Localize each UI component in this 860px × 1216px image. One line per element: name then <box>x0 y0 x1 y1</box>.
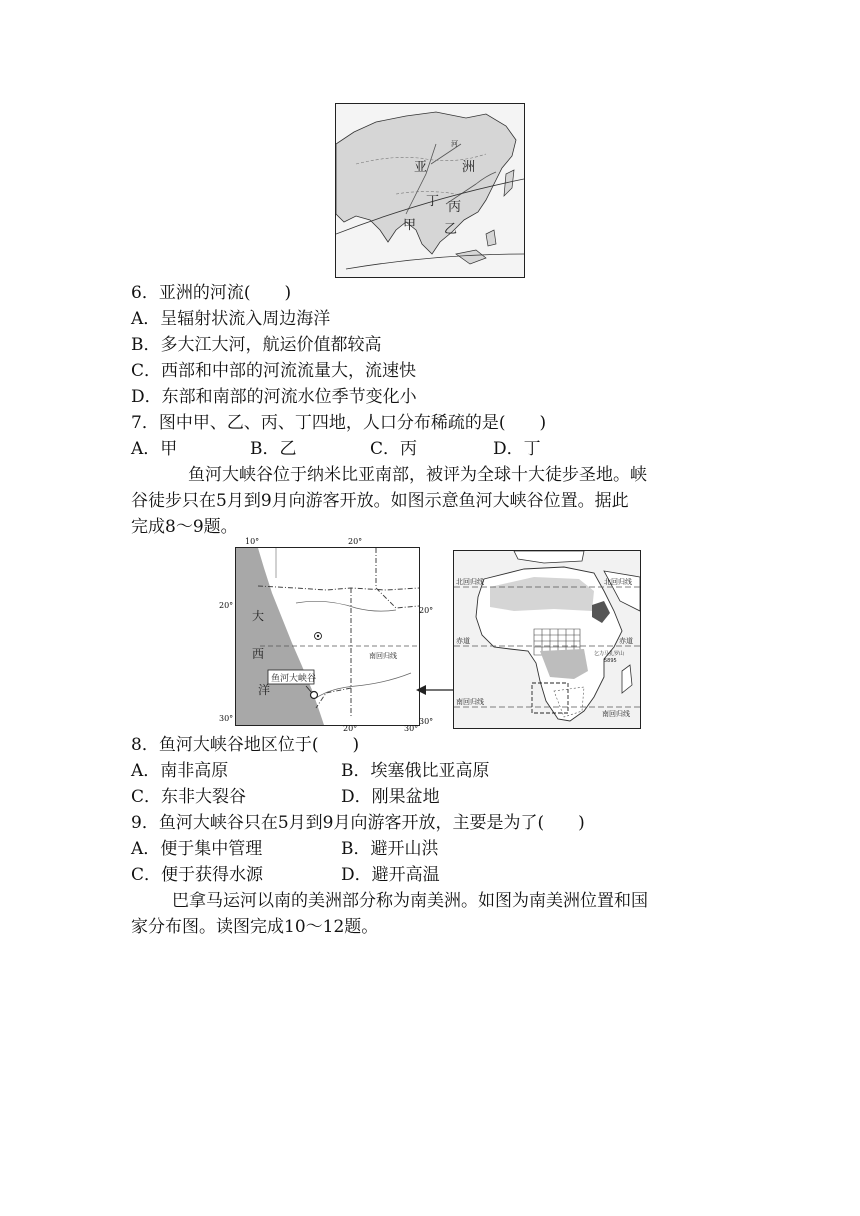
asia-label-bing: 丙 <box>448 200 462 215</box>
africa-map <box>453 550 641 729</box>
question-6-option-c: C．西部和中部的河流流量大，流速快 <box>131 361 417 381</box>
lon-label-10-top: 10° <box>245 537 260 546</box>
passage-2-line-2: 家分布图。读图完成10～12题。 <box>131 917 379 937</box>
question-8-option-c: C．东非大裂谷 <box>131 787 247 807</box>
question-6-option-d: D．东部和南部的河流水位季节变化小 <box>131 387 417 407</box>
question-7-option-b: B．乙 <box>250 439 297 459</box>
lon-label-20-top: 20° <box>348 537 363 546</box>
question-9-option-c: C．便于获得水源 <box>131 865 264 885</box>
question-9-option-b: B．避开山洪 <box>341 839 439 859</box>
africa-label-equator-left: 赤道 <box>456 637 470 645</box>
question-8-option-b: B．埃塞俄比亚高原 <box>341 761 490 781</box>
question-6-option-b: B．多大江大河，航运价值都较高 <box>131 335 382 355</box>
asia-label-he: 河 <box>451 140 458 148</box>
africa-label-tropic-n-right: 北回归线 <box>604 578 632 586</box>
passage-1-line-1: 鱼河大峡谷位于纳米比亚南部，被评为全球十大徒步圣地。峡 <box>188 465 647 485</box>
lon-label-30-bottom: 30° <box>404 724 419 733</box>
question-7-option-c: C．丙 <box>370 439 418 459</box>
passage-1-line-2: 谷徒步只在5月到9月向游客开放。如图示意鱼河大峡谷位置。据此 <box>131 491 629 511</box>
asia-label-ya: 亚 <box>414 160 428 175</box>
africa-label-tropic-s-right: 南回归线 <box>602 710 630 718</box>
asia-label-jia: 甲 <box>403 218 417 233</box>
namibia-map <box>235 547 420 726</box>
question-6-option-a: A．呈辐射状流入周边海洋 <box>131 309 331 329</box>
asia-map <box>335 103 525 278</box>
tropic-label: 南回归线 <box>369 652 397 660</box>
lat-label-20-right: 20° <box>419 606 434 615</box>
question-9-option-a: A．便于集中管理 <box>131 839 263 859</box>
question-9-stem: 9．鱼河大峡谷只在5月到9月向游客开放，主要是为了( ) <box>131 813 585 833</box>
lat-label-20-left: 20° <box>219 601 234 610</box>
canyon-label: 鱼河大峡谷 <box>271 674 317 684</box>
question-9-option-d: D．避开高温 <box>341 865 440 885</box>
lat-label-30-left: 30° <box>219 714 234 723</box>
asia-label-ding: 丁 <box>426 194 440 209</box>
africa-label-equator-right: 赤道 <box>619 637 633 645</box>
lat-label-30-right: 30° <box>419 717 434 726</box>
question-7-option-a: A．甲 <box>131 439 178 459</box>
question-8-option-a: A．南非高原 <box>131 761 229 781</box>
ocean-label-yang: 洋 <box>258 683 271 697</box>
question-8-option-d: D．刚果盆地 <box>341 787 440 807</box>
passage-1-line-3: 完成8～9题。 <box>131 517 238 537</box>
ocean-label-da: 大 <box>252 609 265 623</box>
africa-label-tropic-n-left: 北回归线 <box>456 578 484 586</box>
question-6-stem: 6．亚洲的河流( ) <box>131 283 292 303</box>
africa-label-kilimanjaro: 乞力马扎罗山 <box>594 651 625 657</box>
question-7-stem: 7．图中甲、乙、丙、丁四地，人口分布稀疏的是( ) <box>131 413 547 433</box>
africa-label-5895: 5895 <box>604 658 617 664</box>
question-7-option-d: D．丁 <box>493 439 541 459</box>
question-8-stem: 8．鱼河大峡谷地区位于( ) <box>131 735 360 755</box>
asia-label-yi: 乙 <box>444 222 458 237</box>
passage-2-line-1: 巴拿马运河以南的美洲部分称为南美洲。如图为南美洲位置和国 <box>172 891 648 911</box>
asia-label-zhou: 洲 <box>462 160 476 175</box>
lon-label-20-bottom: 20° <box>343 724 358 733</box>
ocean-label-xi: 西 <box>252 647 265 661</box>
africa-label-tropic-s-left: 南回归线 <box>456 698 484 706</box>
